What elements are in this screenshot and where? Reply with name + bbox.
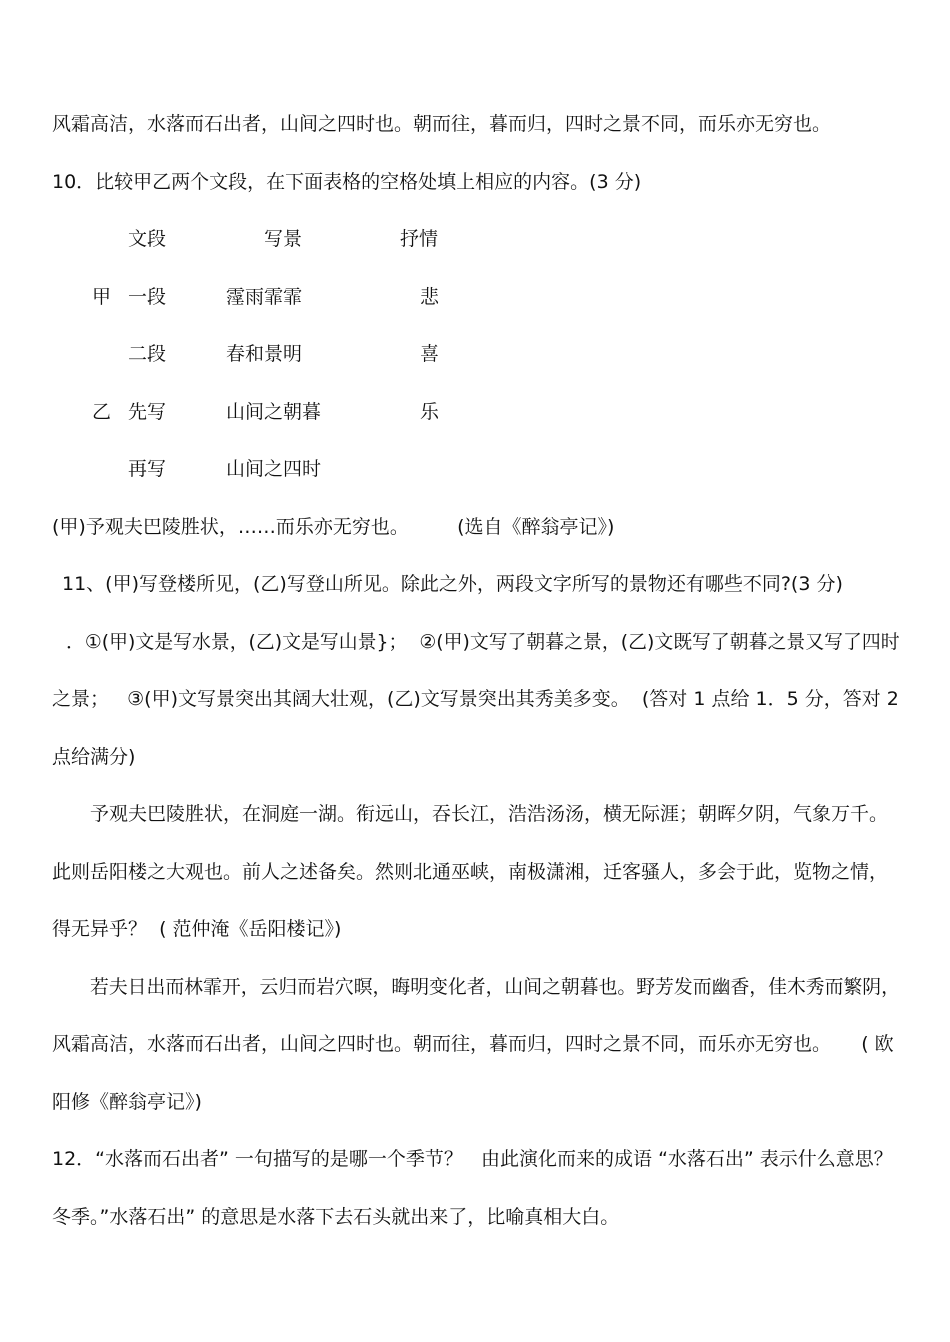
table-cell-scenery: 山间之四时 — [226, 458, 322, 480]
question-10: 10．比较甲乙两个文段，在下面表格的空格处填上相应的内容。(3 分) — [52, 171, 642, 193]
table-cell-group: 甲 — [92, 286, 112, 308]
table-cell-emotion: 乐 — [420, 401, 440, 423]
passage-yi-line-3: 阳修《醉翁亭记》) — [52, 1091, 202, 1113]
table-cell-scenery: 春和景明 — [226, 343, 303, 365]
passage-yi-line-1: 若夫日出而林霏开，云归而岩穴暝，晦明变化者，山间之朝暮也。野芳发而幽香，佳木秀而繁阴， — [90, 976, 900, 998]
answer-11-line-2: 之景； ③(甲)文写景突出其阔大壮观，(乙)文写景突出其秀美多变。 (答对 1 点给 1．5 分，答对 2 — [52, 688, 899, 710]
table-cell-scenery: 霪雨霏霏 — [226, 286, 303, 308]
table-cell-section: 先写 — [128, 401, 167, 423]
answer-11-line-1: ．①(甲)文是写水景，(乙)文是写山景}； ②(甲)文写了朝暮之景，(乙)文既写了朝暮之景又写了四时 — [66, 631, 900, 653]
table-header-scenery: 写景 — [264, 228, 303, 250]
answer-11-line-3: 点给满分) — [52, 746, 136, 768]
table-cell-section: 再写 — [128, 458, 167, 480]
question-12: 12．“水落而石出者” 一句描写的是哪一个季节？ 由此演化而来的成语 “水落石出” 表示什么意思？ — [52, 1148, 893, 1170]
passage-jia-line-2: 此则岳阳楼之大观也。前人之述备矣。然则北通巫峡，南极潇湘，迁客骚人，多会于此，览物之情， — [52, 861, 889, 883]
table-cell-group: 乙 — [92, 401, 112, 423]
text-line-1: 风霜高洁，水落而石出者，山间之四时也。朝而往，暮而归，四时之景不同，而乐亦无穷也。 — [52, 113, 832, 135]
text-line: (甲)予观夫巴陵胜状，……而乐亦无穷也。 (选自《醉翁亭记》) — [52, 516, 615, 538]
passage-jia-line-1: 予观夫巴陵胜状，在洞庭一湖。衔远山，吞长江，浩浩汤汤，横无际涯；朝晖夕阴，气象万千。 — [90, 803, 889, 825]
table-cell-emotion: 喜 — [420, 343, 440, 365]
passage-jia-line-3: 得无异乎？ ( 范仲淹《岳阳楼记》) — [52, 918, 342, 940]
question-11: 11、(甲)写登楼所见，(乙)写登山所见。除此之外，两段文字所写的景物还有哪些不同?(3 分) — [62, 573, 843, 595]
table-cell-section: 二段 — [128, 343, 167, 365]
table-cell-scenery: 山间之朝暮 — [226, 401, 322, 423]
answer-12: 冬季。”水落石出” 的意思是水落下去石头就出来了，比喻真相大白。 — [52, 1206, 620, 1228]
table-cell-section: 一段 — [128, 286, 167, 308]
passage-yi-line-2: 风霜高洁，水落而石出者，山间之四时也。朝而往，暮而归，四时之景不同，而乐亦无穷也。 ( 欧 — [52, 1033, 894, 1055]
table-header-emotion: 抒情 — [400, 228, 439, 250]
table-header-section: 文段 — [128, 228, 167, 250]
table-cell-emotion: 悲 — [420, 286, 440, 308]
